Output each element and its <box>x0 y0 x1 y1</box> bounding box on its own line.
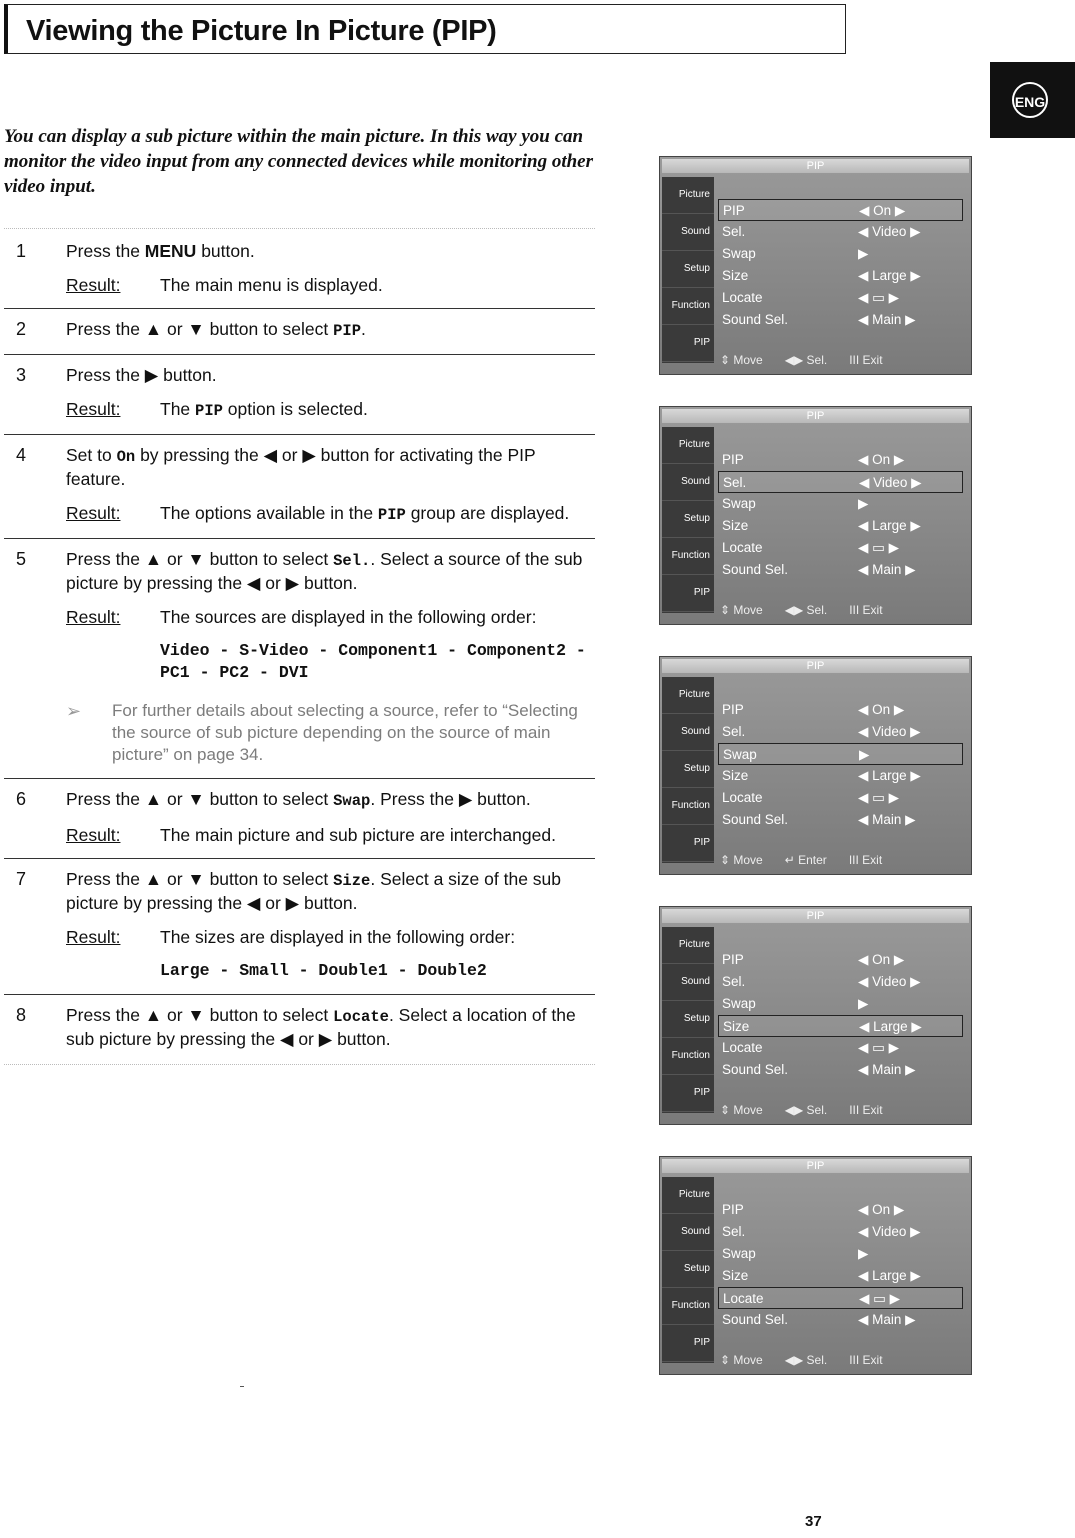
osd-footer: ⇕ Move ◀▶ Sel. III Exit <box>720 603 883 617</box>
step-3 <box>4 364 595 435</box>
step-number: 3 <box>16 365 27 385</box>
step-1 <box>4 240 595 309</box>
step-result: Result: The options available in the PIP group are displayed. <box>66 503 570 524</box>
osd-row: Sel. ◀ Video ▶ <box>718 471 963 493</box>
step-4 <box>4 444 595 539</box>
step-instruction: Press the ▲ or ▼ button to select Sel.. Select a source of the sub picture by pressing the ◀ or ▶ button. <box>66 549 583 593</box>
osd-side-item: Sound <box>662 714 714 751</box>
step-result: Result: The main menu is displayed. <box>66 275 383 295</box>
step-result: Result: The PIP option is selected. <box>66 399 368 420</box>
osd-side-item: Setup <box>662 751 714 788</box>
osd-row: PIP ◀ On ▶ <box>722 952 905 967</box>
step-instruction: Press the ▲ or ▼ button to select Swap. Press the ▶ button. <box>66 789 531 810</box>
osd-row: Sel. ◀ Video ▶ <box>722 974 921 989</box>
step-number: 4 <box>16 445 27 465</box>
osd-menu <box>659 1156 972 1375</box>
osd-row: Size ◀ Large ▶ <box>722 1268 921 1283</box>
osd-side-item: Picture <box>662 1177 714 1214</box>
osd-row: Swap ▶ <box>722 246 869 261</box>
page-title: Viewing the Picture In Picture (PIP) <box>26 15 497 47</box>
osd-row: Locate ◀ ▭ ▶ <box>722 540 900 555</box>
language-tab <box>990 62 1075 138</box>
osd-side-item: PIP <box>662 1325 714 1362</box>
step-instruction: Press the ▲ or ▼ button to select Size. Select a size of the sub picture by pressing the ◀ or ▶ button. <box>66 869 562 913</box>
osd-side-item: Sound <box>662 964 714 1001</box>
step-result: Result: The main picture and sub picture are interchanged. <box>66 825 556 845</box>
step-2 <box>4 318 595 355</box>
osd-title: PIP <box>662 1159 969 1173</box>
osd-side-item: Function <box>662 538 714 575</box>
osd-row: Sound Sel. ◀ Main ▶ <box>722 312 916 327</box>
osd-side-item: Sound <box>662 1214 714 1251</box>
osd-rows <box>718 949 963 1081</box>
step-5 <box>4 548 595 779</box>
osd-side-item: Picture <box>662 427 714 464</box>
osd-side-item: Setup <box>662 1251 714 1288</box>
osd-row: Swap ▶ <box>722 996 869 1011</box>
step-number: 5 <box>16 549 27 569</box>
step-6 <box>4 788 595 859</box>
osd-row: Locate ◀ ▭ ▶ <box>718 1287 963 1309</box>
size-sequence: Large - Small - Double1 - Double2 <box>160 961 487 980</box>
step-instruction: Press the MENU button. <box>66 241 255 261</box>
step-instruction: Press the ▶ button. <box>66 365 217 385</box>
step-instruction: Press the ▲ or ▼ button to select PIP. <box>66 319 366 340</box>
osd-row: Size ◀ Large ▶ <box>722 268 921 283</box>
osd-footer: ⇕ Move ↵ Enter III Exit <box>720 853 883 867</box>
osd-side-item: PIP <box>662 1075 714 1112</box>
step-result: Result: The sources are displayed in the following order: <box>66 607 537 627</box>
osd-menu <box>659 406 972 625</box>
osd-rows <box>718 199 963 331</box>
step-instruction: Press the ▲ or ▼ button to select Locate. Select a location of the sub picture by pressing the ◀ or ▶ button. <box>66 1005 576 1049</box>
osd-row: PIP ◀ On ▶ <box>722 1202 905 1217</box>
osd-side-item: Picture <box>662 177 714 214</box>
osd-title: PIP <box>662 909 969 923</box>
osd-row: Swap ▶ <box>722 1246 869 1261</box>
osd-title: PIP <box>662 659 969 673</box>
osd-rows <box>718 449 963 581</box>
osd-screenshots <box>659 156 972 1406</box>
osd-side-item: Sound <box>662 214 714 251</box>
osd-row: Sound Sel. ◀ Main ▶ <box>722 812 916 827</box>
osd-sidebar <box>662 1177 714 1363</box>
osd-side-item: Function <box>662 288 714 325</box>
osd-side-item: Setup <box>662 501 714 538</box>
osd-side-item: Setup <box>662 251 714 288</box>
osd-menu <box>659 656 972 875</box>
osd-sidebar <box>662 927 714 1113</box>
step-number: 6 <box>16 789 27 809</box>
osd-row: Swap ▶ <box>722 496 869 511</box>
osd-menu <box>659 906 972 1125</box>
osd-row: Size ◀ Large ▶ <box>722 768 921 783</box>
osd-row: Sel. ◀ Video ▶ <box>722 224 921 239</box>
osd-row: Sound Sel. ◀ Main ▶ <box>722 1312 916 1327</box>
note: ➢ For further details about selecting a source, refer to “Selecting the source of sub picture depending on the source of main picture” on page 34. <box>66 701 578 764</box>
osd-row: Locate ◀ ▭ ▶ <box>722 290 900 305</box>
osd-side-item: Picture <box>662 677 714 714</box>
osd-side-item: PIP <box>662 825 714 862</box>
divider-bottom <box>4 1064 595 1065</box>
osd-title: PIP <box>662 159 969 173</box>
osd-footer: ⇕ Move ◀▶ Sel. III Exit <box>720 1353 883 1367</box>
osd-row: Size ◀ Large ▶ <box>722 518 921 533</box>
intro-text: You can display a sub picture within the main picture. In this way you can monitor the video input from any connected devices while monitoring other video input. <box>4 126 594 197</box>
eng-badge: ENG <box>1012 82 1048 118</box>
osd-row: Swap ▶ <box>718 743 963 765</box>
osd-row: Sound Sel. ◀ Main ▶ <box>722 1062 916 1077</box>
osd-footer: ⇕ Move ◀▶ Sel. III Exit <box>720 1103 883 1117</box>
osd-row: Sel. ◀ Video ▶ <box>722 724 921 739</box>
page-number: 37 <box>805 1513 822 1530</box>
osd-side-item: Sound <box>662 464 714 501</box>
title-box <box>4 4 846 54</box>
osd-row: Locate ◀ ▭ ▶ <box>722 790 900 805</box>
osd-menu <box>659 156 972 375</box>
osd-sidebar <box>662 177 714 363</box>
osd-rows <box>718 699 963 831</box>
osd-side-item: Picture <box>662 927 714 964</box>
note-arrow-icon: ➢ <box>66 701 82 721</box>
scan-mark <box>240 1386 244 1387</box>
step-number: 7 <box>16 869 27 889</box>
osd-side-item: Setup <box>662 1001 714 1038</box>
step-number: 2 <box>16 319 27 339</box>
osd-row: Sel. ◀ Video ▶ <box>722 1224 921 1239</box>
osd-side-item: Function <box>662 1038 714 1075</box>
osd-row: PIP ◀ On ▶ <box>722 452 905 467</box>
osd-sidebar <box>662 427 714 613</box>
step-7 <box>4 868 595 995</box>
osd-side-item: Function <box>662 788 714 825</box>
osd-row: PIP ◀ On ▶ <box>718 199 963 221</box>
divider-top <box>4 228 595 229</box>
osd-side-item: PIP <box>662 575 714 612</box>
step-result: Result: The sizes are displayed in the following order: <box>66 927 516 947</box>
source-sequence: Video - S-Video - Component1 - Component2 - PC1 - PC2 - DVI <box>160 641 586 682</box>
steps-list <box>4 240 595 1071</box>
osd-row: Sound Sel. ◀ Main ▶ <box>722 562 916 577</box>
osd-row: Size ◀ Large ▶ <box>718 1015 963 1037</box>
step-number: 1 <box>16 241 27 261</box>
osd-row: Locate ◀ ▭ ▶ <box>722 1040 900 1055</box>
step-instruction: Set to On by pressing the ◀ or ▶ button for activating the PIP feature. <box>66 445 536 489</box>
osd-side-item: PIP <box>662 325 714 362</box>
osd-title: PIP <box>662 409 969 423</box>
osd-row: PIP ◀ On ▶ <box>722 702 905 717</box>
osd-side-item: Function <box>662 1288 714 1325</box>
osd-footer: ⇕ Move ◀▶ Sel. III Exit <box>720 353 883 367</box>
step-8 <box>4 1004 595 1062</box>
step-number: 8 <box>16 1005 27 1025</box>
osd-rows <box>718 1199 963 1331</box>
osd-sidebar <box>662 677 714 863</box>
